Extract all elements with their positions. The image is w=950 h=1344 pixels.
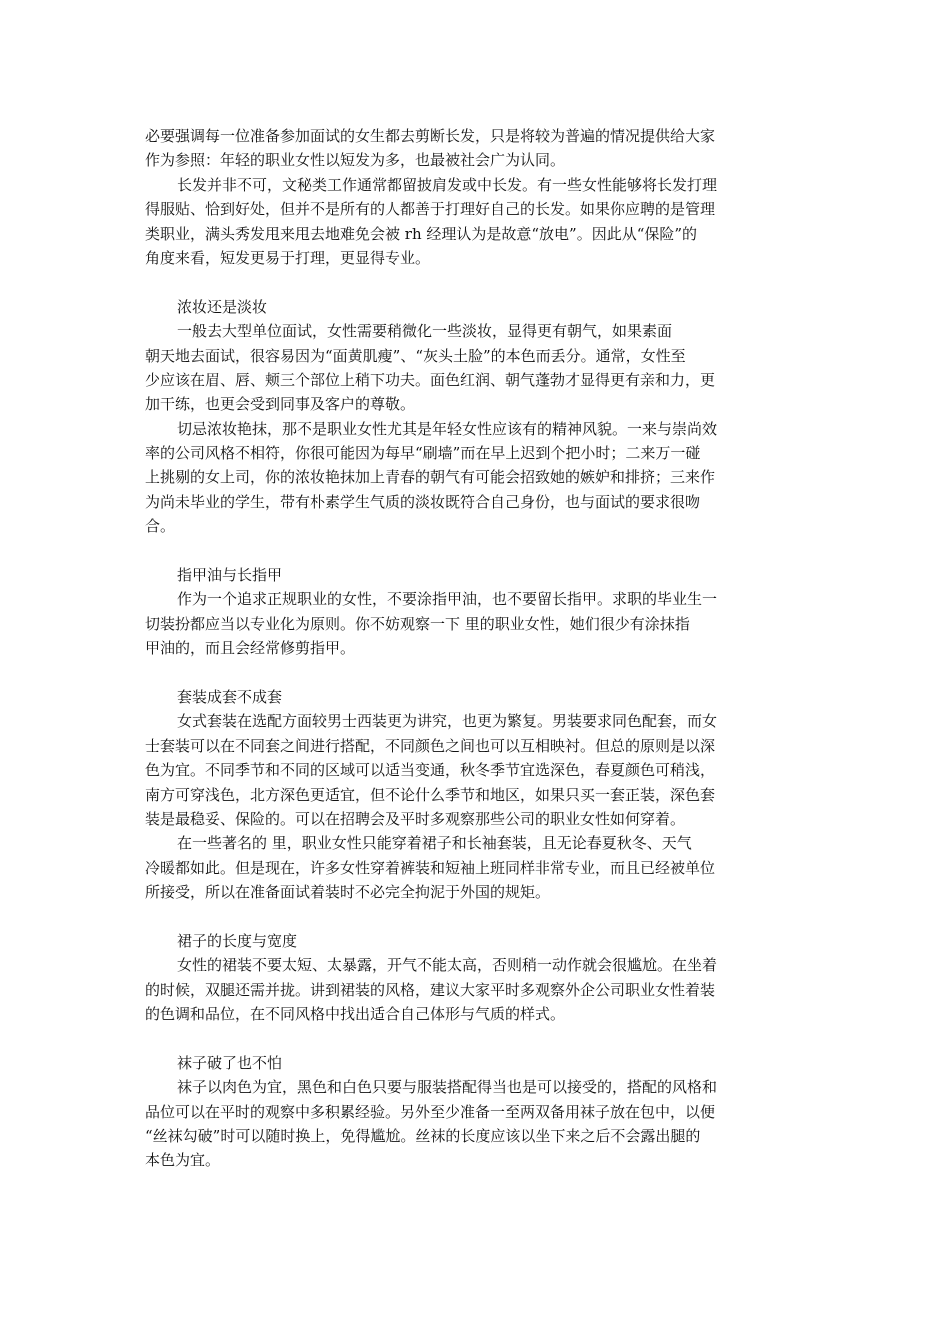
text-line: 上挑剔的女上司，你的浓妆艳抹加上青春的朝气有可能会招致她的嫉妒和排挤；三来作 [145,468,716,487]
text-line: 类职业，满头秀发甩来甩去地难免会被 rh 经理认为是故意“放电”。因此从“保险”的 [145,224,698,243]
text-line: 冷暖都如此。但是现在，许多女性穿着裤装和短袖上班同样非常专业，而且已经被单位 [145,858,716,877]
section-heading: 袜子破了也不怕 [177,1053,283,1072]
paragraph-first-line: 女性的裙装不要太短、太暴露，开气不能太高，否则稍一动作就会很尴尬。在坐着 [177,956,718,975]
paragraph-first-line: 一般去大型单位面试，女性需要稍微化一些淡妆，显得更有朝气，如果素面 [177,322,673,341]
section-heading: 套装成套不成套 [177,687,283,706]
text-line: 切装扮都应当以专业化为原则。你不妨观察一下 里的职业女性，她们很少有涂抹指 [145,614,690,633]
section-heading: 浓妆还是淡妆 [177,297,268,316]
document-page [145,124,795,1173]
text-line: 本色为宜。 [145,1151,221,1170]
text-line: 少应该在眉、唇、颊三个部位上稍下功夫。面色红润、朝气蓬勃才显得更有亲和力，更 [145,370,716,389]
section-gap [145,539,795,563]
text-line: 作为参照：年轻的职业女性以短发为多，也最被社会广为认同。 [145,151,566,170]
text-line: 所接受，所以在准备面试着装时不必完全拘泥于外国的规矩。 [145,883,551,902]
text-line: 加干练，也更会受到同事及客户的尊敬。 [145,395,416,414]
text-line: 士套装可以在不同套之间进行搭配，不同颜色之间也可以互相映衬。但总的原则是以深 [145,736,716,755]
text-line: 得服贴、恰到好处，但并不是所有的人都善于打理好自己的长发。如果你应聘的是管理 [145,200,716,219]
paragraph-first-line: 女式套装在选配方面较男士西装更为讲究，也更为繁复。男装要求同色配套，而女 [177,712,718,731]
paragraph-first-line: 作为一个追求正规职业的女性，不要涂指甲油，也不要留长指甲。求职的毕业生一 [177,590,718,609]
text-line: “丝袜勾破”时可以随时换上，免得尴尬。丝袜的长度应该以坐下来之后不会露出腿的 [145,1127,701,1146]
paragraph-first-line: 长发并非不可，文秘类工作通常都留披肩发或中长发。有一些女性能够将长发打理 [177,175,718,194]
section-gap [145,270,795,294]
text-line: 必要强调每一位准备参加面试的女生都去剪断长发，只是将较为普遍的情况提供给大家 [145,127,716,145]
text-line: 合。 [145,517,176,536]
section-gap [145,905,795,929]
section-gap [145,1026,795,1050]
text-line: 装是最稳妥、保险的。可以在招聘会及平时多观察那些公司的职业女性如何穿着。 [145,809,686,828]
text-line: 品位可以在平时的观察中多积累经验。另外至少准备一至两双备用袜子放在包中，以便 [145,1102,716,1121]
text-line: 率的公司风格不相符，你很可能因为每早“刷墙”而在早上迟到个把小时；二来万一碰 [145,444,701,463]
section-gap [145,661,795,685]
paragraph-first-line: 在一些著名的 里，职业女性只能穿着裙子和长袖套装，且无论春夏秋冬、天气 [177,834,692,853]
text-line: 甲油的，而且会经常修剪指甲。 [145,639,356,658]
section-heading: 裙子的长度与宽度 [177,931,298,950]
text-line: 朝天地去面试，很容易因为“面黄肌瘦”、“灰头土脸”的本色而丢分。通常，女性至 [145,346,686,365]
text-line: 的时候，双腿还需并拢。讲到裙装的风格，建议大家平时多观察外企公司职业女性着装 [145,980,716,999]
section-heading: 指甲油与长指甲 [177,566,283,585]
text-line: 色为宜。不同季节和不同的区域可以适当变通，秋冬季节宜选深色，春夏颜色可稍浅， [145,761,716,780]
paragraph-first-line: 袜子以肉色为宜，黑色和白色只要与服装搭配得当也是可以接受的，搭配的风格和 [177,1078,718,1097]
text-line: 的色调和品位，在不同风格中找出适合自己体形与气质的样式。 [145,1005,566,1024]
text-line: 为尚未毕业的学生，带有朴素学生气质的淡妆既符合自己身份，也与面试的要求很吻 [145,492,701,511]
paragraph-first-line: 切忌浓妆艳抹，那不是职业女性尤其是年轻女性应该有的精神风貌。一来与崇尚效 [177,419,718,438]
text-line: 角度来看，短发更易于打理，更显得专业。 [145,248,431,267]
text-line: 南方可穿浅色，北方深色更适宜，但不论什么季节和地区，如果只买一套正装，深色套 [145,785,716,804]
